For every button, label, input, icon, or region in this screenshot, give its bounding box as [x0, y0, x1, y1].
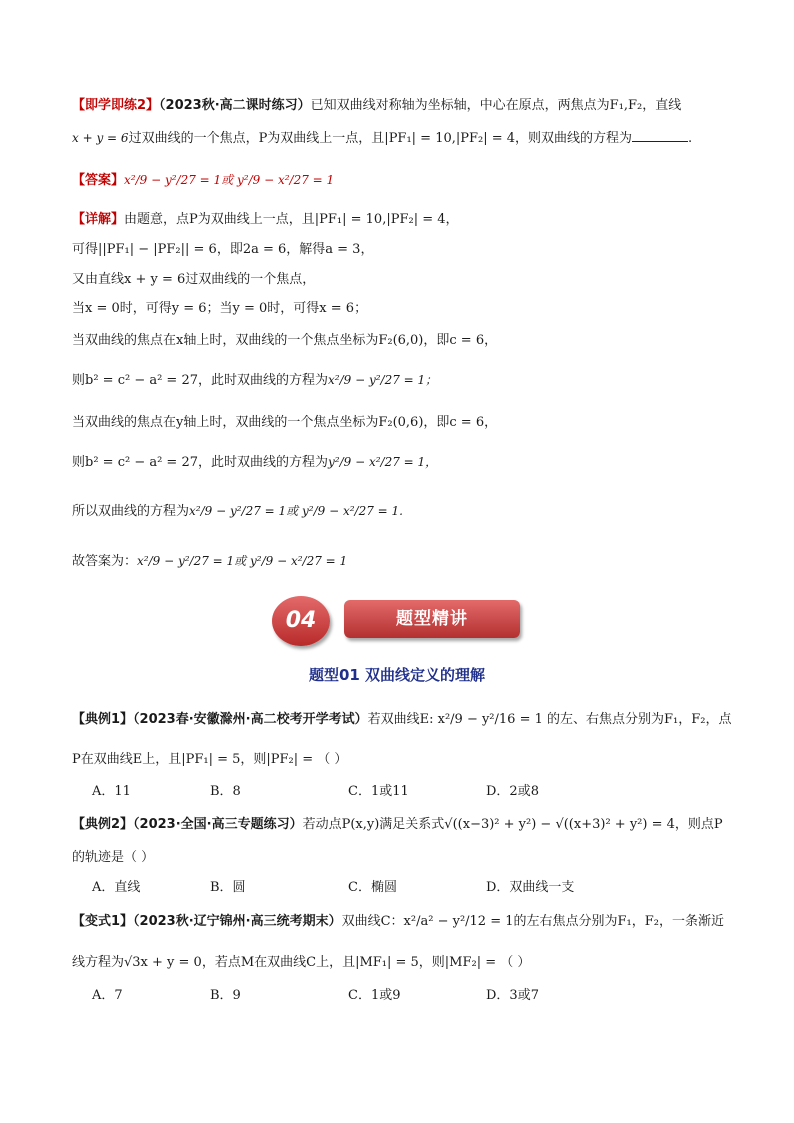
variant1-source: （2023秋·辽宁锦州·高三统考期末） — [133, 914, 342, 929]
detail-line-4: 当x = 0时，可得y = 6；当y = 0时，可得x = 6； — [72, 301, 368, 316]
answer-line — [72, 170, 334, 191]
practice-line-1 — [72, 96, 681, 116]
practice-period: . — [688, 131, 693, 146]
example2-text-1: 若动点P(x,y)满足关系式√((x−3)² + y²) − √((x+3)² + y²) = 4，则点P — [302, 817, 723, 832]
practice-text-1: 已知双曲线对称轴为坐标轴，中心在原点，两焦点为F₁,F₂，直线 — [310, 98, 682, 113]
detail-tag: 【详解】 — [72, 212, 125, 227]
variant1-option-b[interactable]: B．9 — [210, 988, 241, 1003]
practice-line-equation: x + y = 6 — [72, 131, 129, 145]
section-banner — [272, 596, 522, 646]
example2-option-c[interactable]: C．椭圆 — [348, 880, 397, 895]
detail-equation-8: y²/9 − x²/27 = 1， — [328, 455, 438, 469]
variant1-option-a[interactable]: A．7 — [92, 988, 123, 1003]
detail-line-2: 可得||PF₁| − |PF₂|| = 6，即2a = 6，解得a = 3， — [72, 242, 374, 257]
detail-line-7: 当双曲线的焦点在y轴上时，双曲线的一个焦点坐标为F₂(0,6)，即c = 6， — [72, 415, 498, 430]
example1-option-a[interactable]: A．11 — [92, 784, 131, 799]
answer-blank — [632, 129, 688, 142]
example2-line-2: 的轨迹是（ ） — [72, 850, 155, 865]
banner-label: 题型精讲 — [344, 600, 520, 638]
detail-text-10a: 故答案为： — [72, 554, 138, 569]
answer-tag: 【答案】 — [72, 173, 125, 188]
detail-line-6 — [72, 370, 437, 391]
detail-line-5: 当双曲线的焦点在x轴上时，双曲线的一个焦点坐标为F₂(6,0)，即c = 6， — [72, 333, 498, 348]
example1-tag: 【典例1】 — [72, 712, 134, 727]
detail-equation-9: x²/9 − y²/27 = 1或 y²/9 − x²/27 = 1. — [189, 504, 403, 518]
detail-equation-10: x²/9 − y²/27 = 1或 y²/9 − x²/27 = 1 — [137, 554, 348, 568]
detail-equation-6: x²/9 − y²/27 = 1； — [328, 373, 438, 387]
detail-line-3: 又由直线x + y = 6过双曲线的一个焦点， — [72, 272, 316, 287]
detail-line-9 — [72, 501, 403, 522]
example2-tag: 【典例2】 — [72, 817, 134, 832]
practice-source: （2023秋·高二课时练习） — [159, 98, 311, 113]
variant1-tag: 【变式1】 — [72, 914, 134, 929]
example1-option-d[interactable]: D．2或8 — [486, 784, 539, 799]
practice-text-2: 过双曲线的一个焦点，P为双曲线上一点，且|PF₁| = 10,|PF₂| = 4，则双曲线的方程为 — [128, 131, 633, 146]
example1-line-2: P在双曲线E上，且|PF₁| = 5，则|PF₂| = （ ） — [72, 752, 348, 767]
example2-source: （2023·全国·高三专题练习） — [133, 817, 303, 832]
example2-option-b[interactable]: B．圆 — [210, 880, 246, 895]
example2-line-1 — [72, 815, 723, 835]
detail-text-9a: 所以双曲线的方程为 — [72, 504, 190, 519]
detail-line-1 — [72, 210, 459, 230]
detail-text-1: 由题意，点P为双曲线上一点，且|PF₁| = 10,|PF₂| = 4， — [124, 212, 459, 227]
detail-line-8 — [72, 452, 437, 473]
variant1-text-1: 双曲线C：x²/a² − y²/12 = 1的左右焦点分别为F₁，F₂，一条渐近 — [341, 914, 724, 929]
example1-text-1: 若双曲线E: x²/9 − y²/16 = 1 的左、右焦点分别为F₁，F₂，点 — [367, 712, 732, 727]
practice-tag: 【即学即练2】 — [72, 98, 160, 113]
example1-option-c[interactable]: C．1或11 — [348, 784, 409, 799]
detail-text-8a: 则b² = c² − a² = 27，此时双曲线的方程为 — [72, 455, 329, 470]
answer-text: x²/9 − y²/27 = 1或 y²/9 − x²/27 = 1 — [124, 173, 335, 187]
example2-option-d[interactable]: D．双曲线一支 — [486, 880, 575, 895]
variant1-line-2: 线方程为√3x + y = 0，若点M在双曲线C上，且|MF₁| = 5，则|MF₂| = （ ） — [72, 955, 531, 970]
example2-option-a[interactable]: A．直线 — [92, 880, 141, 895]
variant1-line-1 — [72, 912, 724, 932]
section-title: 题型01 双曲线定义的理解 — [308, 666, 486, 684]
practice-line-2 — [72, 128, 692, 149]
detail-text-6a: 则b² = c² − a² = 27，此时双曲线的方程为 — [72, 373, 329, 388]
variant1-option-c[interactable]: C．1或9 — [348, 988, 401, 1003]
variant1-option-d[interactable]: D．3或7 — [486, 988, 539, 1003]
banner-number-badge: 04 — [272, 596, 330, 646]
example1-line-1 — [72, 710, 731, 730]
detail-line-10 — [72, 551, 347, 572]
example1-source: （2023春·安徽滁州·高二校考开学考试） — [133, 712, 368, 727]
example1-option-b[interactable]: B．8 — [210, 784, 241, 799]
